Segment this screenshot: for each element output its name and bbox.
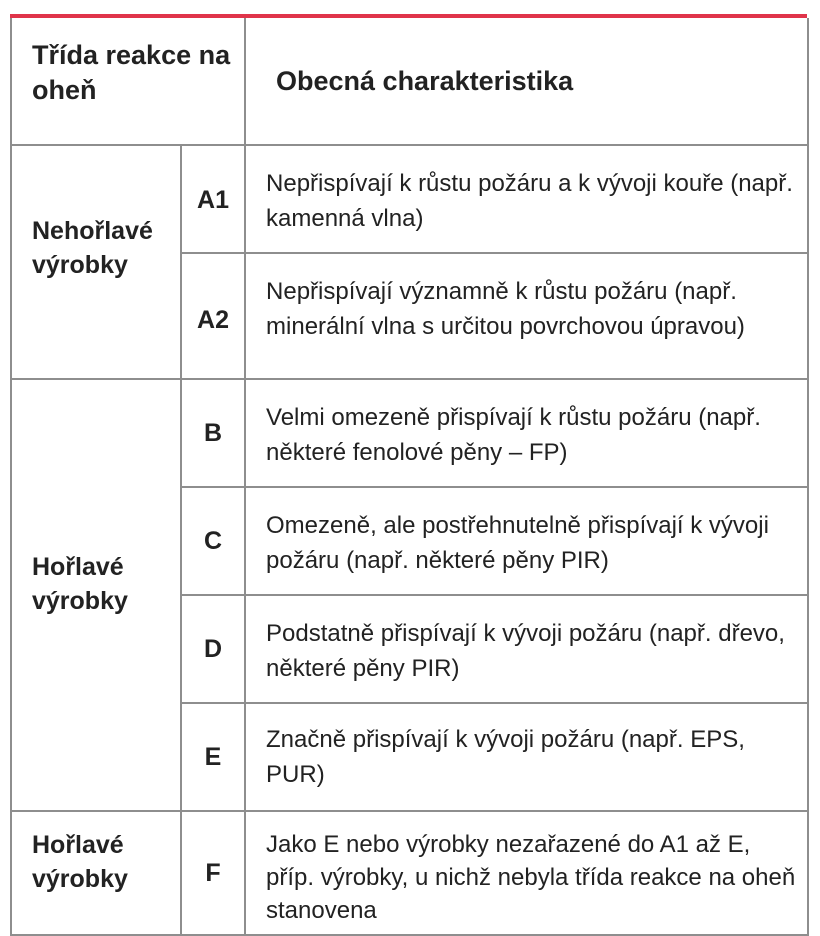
class-description: Značně přispívají k vývoji požáru (např. EPS, PUR) (245, 703, 808, 811)
class-description: Nepřispívají k růstu požáru a k vývoji kouře (např. kamenná vlna) (245, 145, 808, 253)
table-row (11, 379, 808, 487)
class-description: Omezeně, ale postřehnutelně přispívají k vývoji požáru (např. některé pěny PIR) (245, 487, 808, 595)
class-code: B (181, 379, 245, 487)
class-code: C (181, 487, 245, 595)
table-header-row (11, 18, 808, 145)
class-description: Nepřispívají významně k růstu požáru (např. minerální vlna s určitou povrchovou úpravou) (245, 253, 808, 379)
class-code: A2 (181, 253, 245, 379)
class-code: F (181, 811, 245, 935)
header-general-characteristic: Obecná charakteristika (245, 18, 808, 145)
class-description: Velmi omezeně přispívají k růstu požáru (např. některé fenolové pěny – FP) (245, 379, 808, 487)
group-label-combustible-unclassified: Hořlavé výrobky (11, 811, 181, 935)
table-row (11, 811, 808, 935)
class-description: Jako E nebo výrobky nezařazené do A1 až E, příp. výrobky, u nichž nebyla třída reakce na oheň stanovena (245, 811, 808, 935)
header-fire-reaction-class: Třída reakce na oheň (11, 18, 245, 145)
group-label-noncombustible: Nehořlavé výrobky (11, 145, 181, 379)
class-code: A1 (181, 145, 245, 253)
table-row (11, 145, 808, 253)
group-label-combustible: Hořlavé výrobky (11, 379, 181, 811)
fire-reaction-class-table (10, 18, 809, 936)
class-code: D (181, 595, 245, 703)
class-code: E (181, 703, 245, 811)
class-description: Podstatně přispívají k vývoji požáru (např. dřevo, některé pěny PIR) (245, 595, 808, 703)
